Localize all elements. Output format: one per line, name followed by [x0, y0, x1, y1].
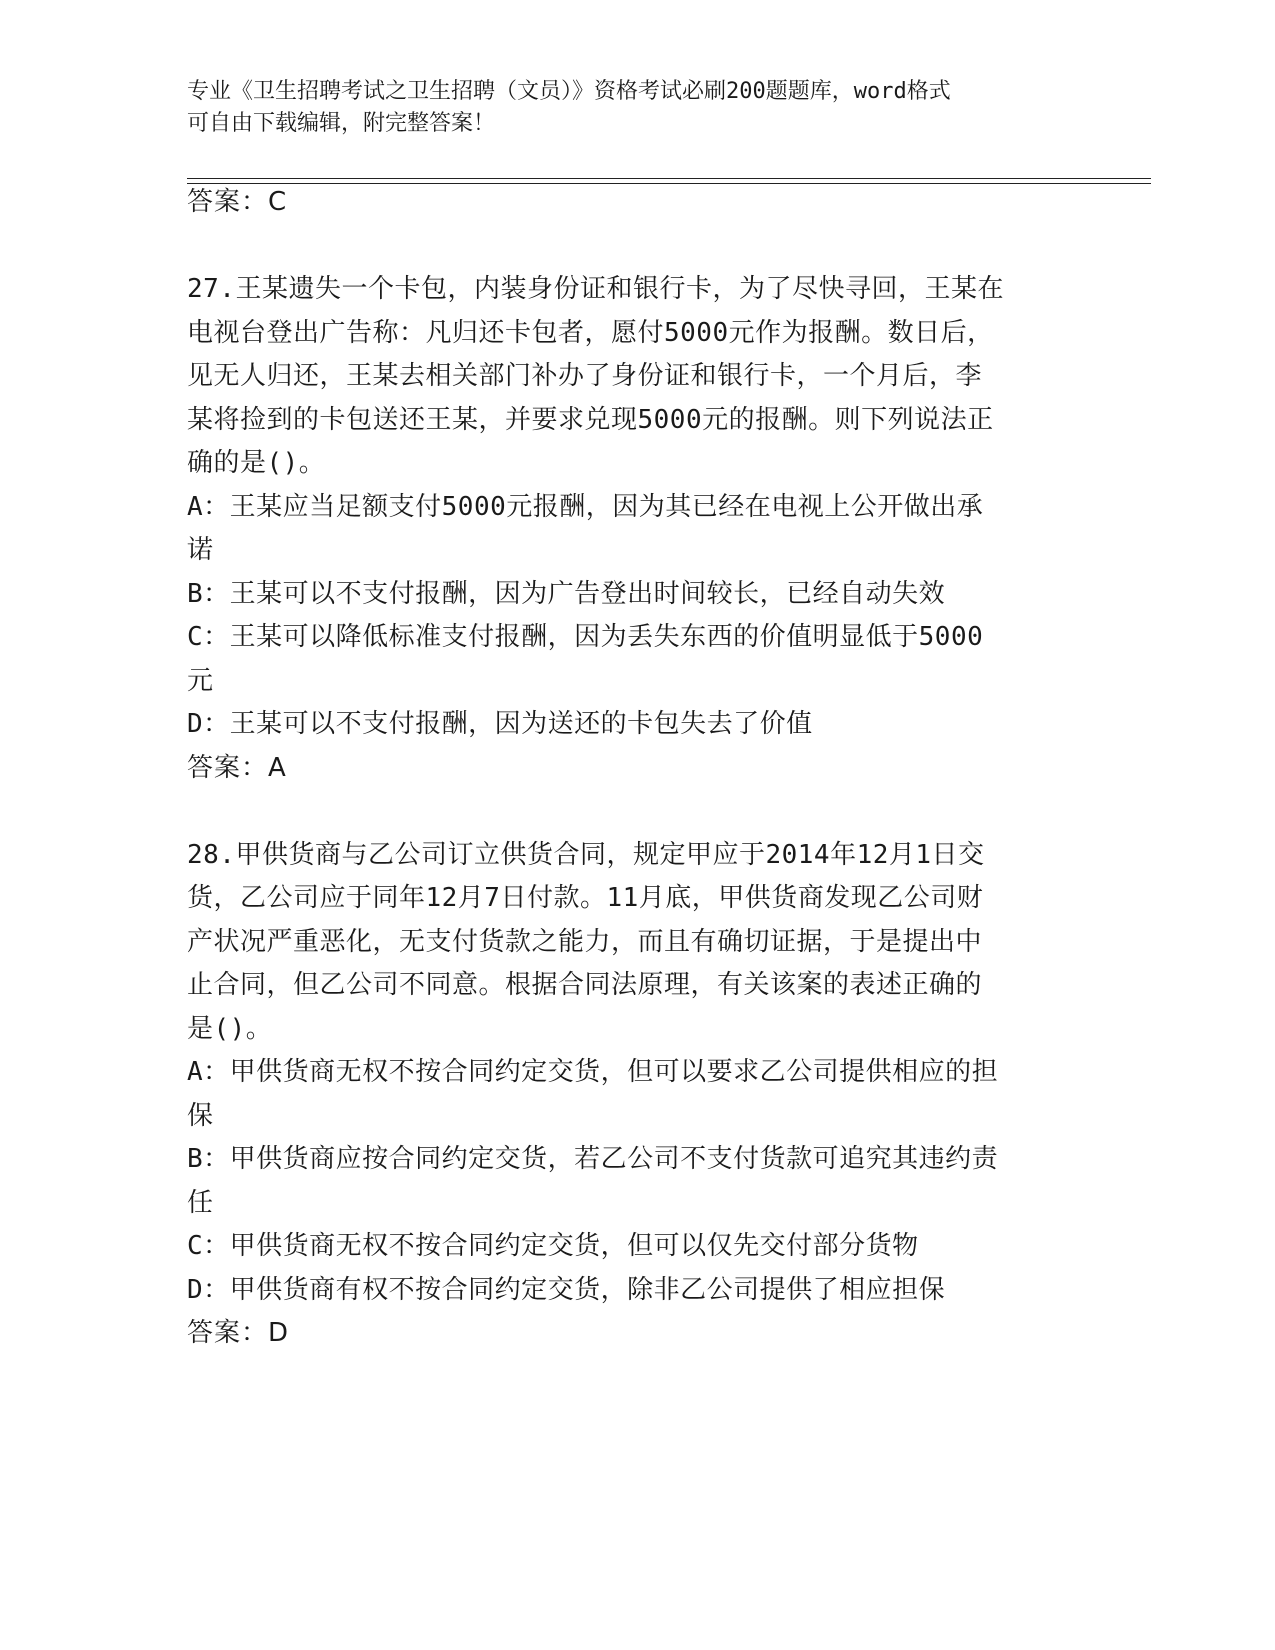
question-stem-line: 止合同，但乙公司不同意。根据合同法原理，有关该案的表述正确的 [187, 970, 983, 1000]
option-b-line: B：王某可以不支付报酬，因为广告登出时间较长，已经自动失效 [187, 579, 946, 609]
previous-answer: 答案：C [187, 187, 288, 217]
option-a-line: 诺 [187, 535, 214, 565]
option-d-line: D：甲供货商有权不按合同约定交货，除非乙公司提供了相应担保 [187, 1275, 946, 1305]
header-divider-top [187, 178, 1151, 179]
header-title-line-1: 专业《卫生招聘考试之卫生招聘（文员）》资格考试必刷200题题库，word格式 [187, 79, 951, 104]
question-stem-line: 货，乙公司应于同年12月7日付款。11月底，甲供货商发现乙公司财 [187, 883, 984, 913]
question-stem-line: 产状况严重恶化，无支付货款之能力，而且有确切证据，于是提出中 [187, 927, 983, 957]
answer-27: 答案：A [187, 753, 287, 783]
option-d-line: D：王某可以不支付报酬，因为送还的卡包失去了价值 [187, 709, 813, 739]
question-stem-line: 某将捡到的卡包送还王某，并要求兑现5000元的报酬。则下列说法正 [187, 405, 994, 435]
question-stem-line: 见无人归还，王某去相关部门补办了身份证和银行卡，一个月后，李 [187, 361, 983, 391]
option-b-line: 任 [187, 1188, 214, 1218]
question-stem-line: 27.王某遗失一个卡包，内装身份证和银行卡，为了尽快寻回，王某在 [187, 274, 1004, 304]
question-stem-line: 电视台登出广告称：凡归还卡包者，愿付5000元作为报酬。数日后， [187, 318, 994, 348]
question-stem-line: 28.甲供货商与乙公司订立供货合同，规定甲应于2014年12月1日交 [187, 840, 985, 870]
question-stem-line: 是()。 [187, 1014, 273, 1044]
answer-28: 答案：D [187, 1318, 290, 1348]
option-a-line: A：甲供货商无权不按合同约定交货，但可以要求乙公司提供相应的担 [187, 1057, 999, 1087]
option-b-line: B：甲供货商应按合同约定交货，若乙公司不支付货款可追究其违约责 [187, 1144, 999, 1174]
option-a-line: A：王某应当足额支付5000元报酬，因为其已经在电视上公开做出承 [187, 492, 984, 522]
option-c-line: 元 [187, 666, 214, 696]
header-divider-bottom [187, 183, 1151, 184]
option-c-line: C：王某可以降低标准支付报酬，因为丢失东西的价值明显低于5000 [187, 622, 984, 652]
header-title-line-2: 可自由下载编辑，附完整答案！ [187, 111, 496, 136]
question-stem-line: 确的是()。 [187, 448, 326, 478]
page-header [187, 76, 1067, 140]
option-c-line: C：甲供货商无权不按合同约定交货，但可以仅先交付部分货物 [187, 1231, 919, 1261]
option-a-line: 保 [187, 1101, 214, 1131]
